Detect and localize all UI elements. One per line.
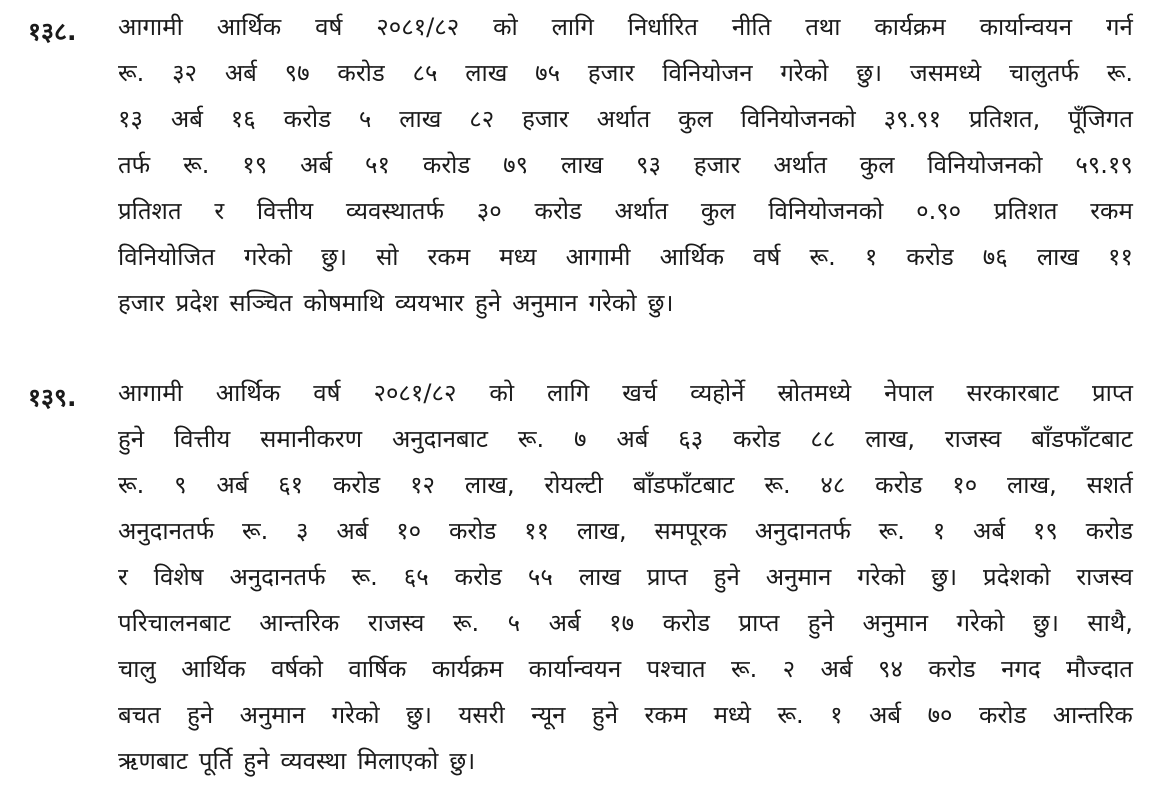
word: लाख, [1007, 471, 1057, 499]
word: अर्ब [224, 59, 257, 87]
word: आर्थिक [215, 379, 281, 407]
word: अर्ब [216, 471, 249, 499]
word: अनुमान [239, 701, 306, 729]
word: छु। [931, 563, 958, 591]
word: ३२ [172, 59, 198, 87]
word: प्राप्त [1092, 379, 1133, 407]
word: ०.९० [916, 197, 962, 225]
word: प्रतिशत [118, 197, 182, 225]
word: कार्यक्रम [431, 655, 504, 683]
word: र [118, 563, 128, 591]
word: गरेको [780, 59, 829, 87]
word: १ [932, 517, 946, 545]
word: लाख [465, 59, 508, 87]
word: हजार [587, 59, 635, 87]
paragraph-line [118, 416, 1133, 462]
word: अर्ब [869, 701, 902, 729]
word: ८८ [810, 425, 836, 453]
word: निर्धारित [627, 13, 698, 41]
word: रू. [452, 609, 480, 637]
word: १ [864, 243, 878, 271]
paragraph-number: १३९. [28, 383, 77, 412]
word: विनियोजित [118, 243, 215, 271]
word: सरकारबाट [966, 379, 1060, 407]
word: ५९.१९ [1075, 151, 1133, 179]
word: ६५ [403, 563, 429, 591]
word: वर्षको [271, 655, 323, 683]
word: रू. [1106, 59, 1133, 87]
paragraph-number: १३८. [28, 17, 77, 46]
word: रू. [118, 59, 145, 87]
word: वित्तीय [256, 197, 314, 225]
word: ९३ [635, 151, 661, 179]
paragraph-line [118, 738, 1133, 784]
word: १३ [118, 105, 143, 133]
word: अर्ब [336, 517, 369, 545]
word: प्रदेशको [983, 563, 1051, 591]
word: मध्य [499, 243, 537, 271]
paragraph-line [118, 4, 1133, 50]
word: करोड [448, 517, 497, 545]
word: करोड [662, 609, 710, 637]
word: विनियोजनको [927, 151, 1043, 179]
word: ३ [296, 517, 309, 545]
word: अर्थात [773, 151, 827, 179]
word: हुने [118, 425, 145, 453]
word: आगामी [565, 243, 631, 271]
word: विनियोजन [662, 59, 753, 87]
word: छु। [321, 243, 347, 271]
word: रू. [241, 517, 269, 545]
paragraph-body [118, 370, 1133, 784]
paragraph-138 [28, 4, 1133, 326]
word: ५५ [527, 563, 553, 591]
paragraph-line [118, 96, 1133, 142]
word: बचत [118, 701, 161, 729]
word: बाँडफाँटबाट [1031, 425, 1133, 453]
word: १२ [410, 471, 436, 499]
word: हुने [807, 609, 834, 637]
word: हुने [591, 701, 619, 729]
word: पूर्ति [198, 747, 233, 775]
word: प्रदेश [175, 289, 219, 317]
word: चालुतर्फ [1009, 59, 1079, 87]
paragraph-line [118, 234, 1133, 280]
word: कार्यान्वयन [979, 13, 1073, 41]
word: करोड [875, 471, 923, 499]
word: खर्च [622, 379, 658, 407]
word: लाख [578, 563, 621, 591]
word: यसरी [458, 701, 505, 729]
word: अर्ब [820, 655, 853, 683]
word: आन्तरिक [1052, 701, 1133, 729]
word: लाख, [576, 517, 627, 545]
word: ७५ [535, 59, 561, 87]
word: करोड [534, 197, 582, 225]
word: ८२ [469, 105, 495, 133]
word: रू. [764, 471, 791, 499]
word: राजस्व [944, 425, 1002, 453]
word: वित्तीय [173, 425, 231, 453]
word: रू. [777, 701, 804, 729]
word: १९ [1032, 517, 1058, 545]
word: छु। [449, 747, 476, 775]
word: रकम [427, 243, 471, 271]
word: ८५ [412, 59, 438, 87]
word: ४८ [820, 471, 846, 499]
paragraph-line [118, 50, 1133, 96]
word: समपूरक [654, 517, 727, 545]
word: ३९.९१ [883, 105, 942, 133]
word: आगामी [118, 13, 183, 41]
word: गरेको [588, 289, 637, 317]
word: करोड [422, 151, 471, 179]
paragraph-body [118, 4, 1133, 326]
word: कुल [859, 151, 895, 179]
word: गरेको [244, 243, 292, 271]
word: न्यून [531, 701, 566, 729]
word: छु। [1033, 609, 1059, 637]
word: रू. [351, 563, 378, 591]
paragraph-line [118, 280, 1133, 326]
word: १६ [230, 105, 256, 133]
word: हुने [474, 289, 502, 317]
word: हुने [713, 563, 740, 591]
paragraph-line [118, 600, 1133, 646]
word: आगामी [118, 379, 183, 407]
word: कार्यक्रम [874, 13, 946, 41]
word: ११ [524, 517, 550, 545]
word: हुने [243, 747, 270, 775]
word: तर्फ [118, 151, 151, 179]
word: नेपाल [884, 379, 934, 407]
paragraph-line [118, 370, 1133, 416]
word: अर्ब [170, 105, 203, 133]
word: मध्ये [713, 701, 751, 729]
word: २ [782, 655, 796, 683]
word: करोड [454, 563, 502, 591]
word: गर्न [1106, 13, 1133, 41]
word: रू. [809, 243, 836, 271]
word: ७ [573, 425, 587, 453]
word: को [489, 379, 515, 407]
paragraph-line [118, 462, 1133, 508]
word: नगद [1001, 655, 1041, 683]
word: ७९ [503, 151, 529, 179]
word: १० [396, 517, 422, 545]
word: मौज्दात [1066, 655, 1133, 683]
word: ५ [358, 105, 372, 133]
word: करोड [332, 471, 381, 499]
word: ६१ [278, 471, 304, 499]
word: विशेष [153, 563, 204, 591]
word: गरेको [331, 701, 380, 729]
word: व्यवस्थातर्फ [345, 197, 444, 225]
word: र [214, 197, 225, 225]
word: अर्थात [614, 197, 669, 225]
word: सञ्चित [229, 289, 293, 317]
word: विनियोजनको [740, 105, 856, 133]
word: हजार [522, 105, 569, 133]
word: २०८१/८२ [373, 379, 457, 407]
word: वर्ष [315, 13, 343, 41]
word: लाख [560, 151, 604, 179]
word: को [493, 13, 518, 41]
word: साथै, [1087, 609, 1133, 637]
word: १९ [242, 151, 268, 179]
word: रू. [517, 425, 545, 453]
word: २०८१/८२ [376, 13, 460, 41]
word: करोड [337, 59, 385, 87]
word: लागि [547, 379, 590, 407]
paragraph-139 [28, 370, 1133, 784]
paragraph-line [118, 508, 1133, 554]
word: अनुमान [512, 289, 578, 317]
word: ९ [174, 471, 187, 499]
word: हजार [693, 151, 741, 179]
word: प्राप्त [646, 563, 688, 591]
word: अर्ब [300, 151, 333, 179]
word: करोड [733, 425, 781, 453]
word: रकम [644, 701, 688, 729]
word: अनुदानतर्फ [754, 517, 851, 545]
word: १ [830, 701, 843, 729]
word: ९७ [284, 59, 310, 87]
word: करोड [928, 655, 976, 683]
paragraph-line [118, 692, 1133, 738]
word: करोड [1085, 517, 1133, 545]
word: रू. [118, 471, 145, 499]
word: रू. [183, 151, 210, 179]
word: रकम [1090, 197, 1133, 225]
word: गरेको [857, 563, 906, 591]
word: लाख, [865, 425, 915, 453]
word: अर्ब [973, 517, 1006, 545]
word: छु। [856, 59, 883, 87]
word: सशर्त [1086, 471, 1133, 499]
word: ५१ [365, 151, 391, 179]
word: वर्ष [313, 379, 341, 407]
word: करोड [906, 243, 954, 271]
word: आर्थिक [659, 243, 725, 271]
word: रोयल्टी [544, 471, 604, 499]
word: हजार [118, 289, 165, 317]
word: आन्तरिक [259, 609, 340, 637]
word: आर्थिक [216, 13, 282, 41]
word: कार्यान्वयन [528, 655, 622, 683]
word: मिलाएको [357, 747, 439, 775]
word: ऋणबाट [118, 747, 188, 775]
word: वर्ष [753, 243, 781, 271]
word: बाँडफाँटबाट [632, 471, 735, 499]
word: अर्थात [596, 105, 651, 133]
word: गरेको [956, 609, 1005, 637]
word: परिचालनबाट [118, 609, 231, 637]
word: ७० [927, 701, 953, 729]
word: ५ [507, 609, 521, 637]
word: करोड [283, 105, 331, 133]
word: लाख [1036, 243, 1079, 271]
paragraph-line [118, 646, 1133, 692]
word: अनुमान [862, 609, 929, 637]
word: राजस्व [1076, 563, 1133, 591]
word: कोषमाथि [303, 289, 385, 317]
word: अनुदानतर्फ [118, 517, 215, 545]
word: ७६ [982, 243, 1008, 271]
word: अनुदानबाट [391, 425, 488, 453]
word: वार्षिक [348, 655, 407, 683]
word: रू. [730, 655, 758, 683]
word: ९४ [877, 655, 903, 683]
paragraph-line [118, 188, 1133, 234]
word: छु। [647, 289, 674, 317]
word: कुल [678, 105, 713, 133]
word: छु। [406, 701, 433, 729]
word: विनियोजनको [768, 197, 884, 225]
word: चालु [118, 655, 156, 683]
word: प्रतिशत [993, 197, 1058, 225]
word: ६३ [678, 425, 704, 453]
word: ३० [476, 197, 502, 225]
word: पश्चात [646, 655, 706, 683]
word: सो [376, 243, 399, 271]
word: रू. [878, 517, 905, 545]
word: अर्ब [616, 425, 649, 453]
word: लाख, [464, 471, 515, 499]
word: १७ [609, 609, 635, 637]
word: अर्ब [548, 609, 581, 637]
word: प्रतिशत, [969, 105, 1041, 133]
word: आर्थिक [181, 655, 246, 683]
word: करोड [979, 701, 1027, 729]
word: जसमध्ये [909, 59, 982, 87]
word: लाख [399, 105, 442, 133]
paragraph-line [118, 142, 1133, 188]
word: कुल [700, 197, 736, 225]
word: ११ [1108, 243, 1133, 271]
word: हुने [187, 701, 214, 729]
paragraph-line [118, 554, 1133, 600]
word: व्यहोर्ने [690, 379, 745, 407]
word: पूँजिगत [1068, 105, 1133, 133]
word: तथा [805, 13, 841, 41]
word: राजस्व [367, 609, 425, 637]
word: नीति [731, 13, 772, 41]
word: व्ययभार [395, 289, 464, 317]
word: व्यवस्था [280, 747, 347, 775]
word: स्रोतमध्ये [777, 379, 852, 407]
word: १० [952, 471, 978, 499]
word: अनुदानतर्फ [229, 563, 326, 591]
word: लागि [551, 13, 594, 41]
word: प्राप्त [738, 609, 780, 637]
word: अनुमान [765, 563, 832, 591]
word: समानीकरण [260, 425, 363, 453]
